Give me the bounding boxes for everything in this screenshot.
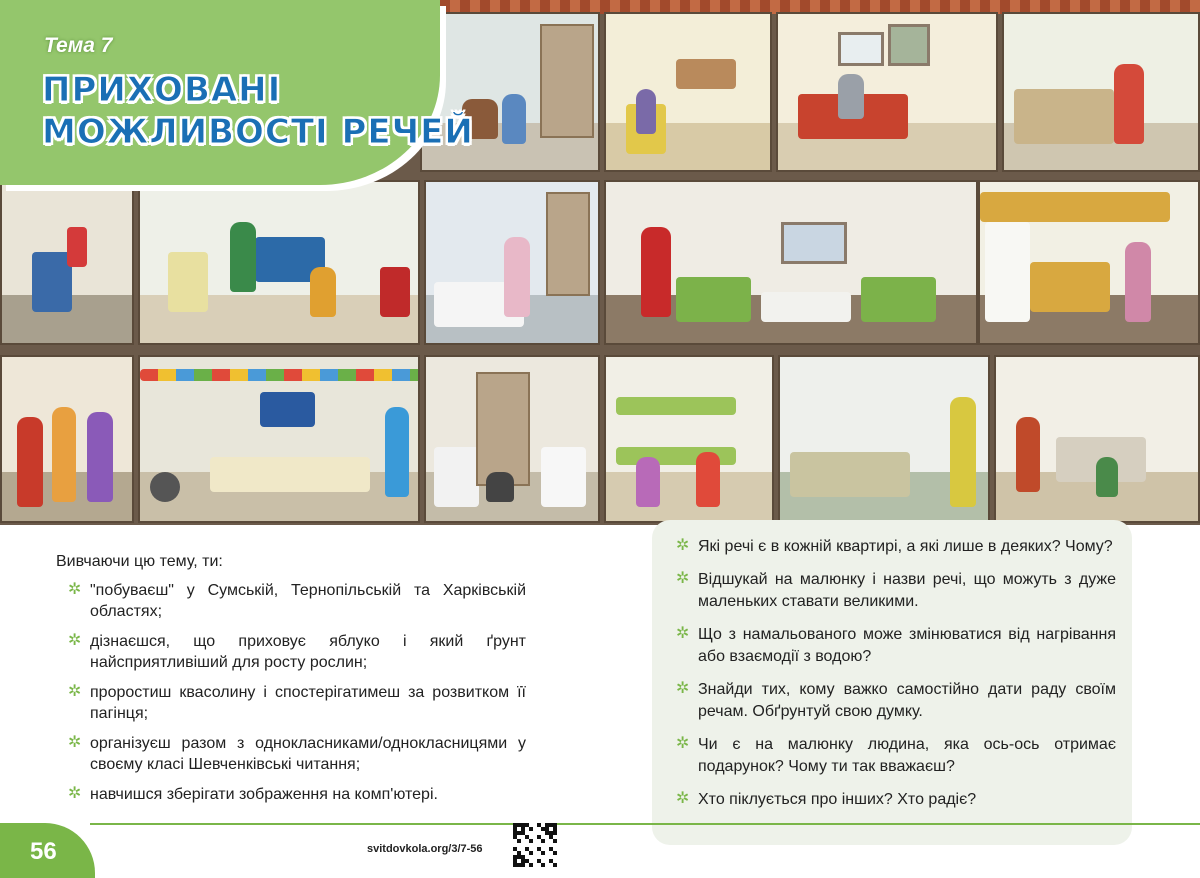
sun-bullet-icon: ✲ [68, 734, 82, 751]
room-kids-computer [138, 180, 420, 345]
list-item [68, 580, 526, 622]
room-family-living [604, 180, 978, 345]
footer-divider [90, 823, 1200, 825]
list-item [68, 784, 526, 805]
list-item [68, 733, 526, 775]
sun-bullet-icon: ✲ [68, 632, 82, 649]
room-kitchen-grandma [1002, 12, 1200, 172]
room-laundry-cats [424, 355, 600, 523]
room-kitchen-cooking [978, 180, 1200, 345]
room-bath-foam [424, 180, 600, 345]
question-text: Чи є на малюнку людина, яка ось-ось отримає подарунок? Чому ти так вважаєш? [698, 736, 1116, 775]
room-sick-bedroom [778, 355, 990, 523]
room-girl-bedroom [604, 12, 772, 172]
question-text: Які речі є в кожній квартирі, а які лише в деяких? Чому? [698, 538, 1113, 555]
room-hallway-guests [0, 355, 134, 523]
list-item-text: навчишся зберігати зображення на комп'ютері. [90, 786, 438, 803]
list-item-text: "побуваєш" у Сумській, Тернопільській та Харківській областях; [90, 582, 526, 620]
resource-url[interactable]: svitdovkola.org/3/7-56 [367, 843, 483, 855]
room-kitchen-children [994, 355, 1200, 523]
question-text: Що з намальованого може змінюватися від нагрівання або взаємодії з водою? [698, 626, 1116, 665]
question-item [676, 569, 1116, 613]
list-item [68, 682, 526, 724]
room-hallway-stroller [0, 180, 134, 345]
sun-bullet-icon: ✲ [676, 570, 690, 587]
question-item [676, 536, 1116, 558]
list-item [68, 631, 526, 673]
list-item-text: організуєш разом з однокласниками/однокласницями у своєму класі Шевченківські читання; [90, 735, 526, 773]
sun-bullet-icon: ✲ [676, 790, 690, 807]
topic-title-line-2: МОЖЛИВОСТІ РЕЧЕЙ [42, 112, 474, 152]
room-party-dining [138, 355, 420, 523]
sun-bullet-icon: ✲ [676, 680, 690, 697]
topic-label: Тема 7 [44, 34, 113, 57]
room-living-grandpa [776, 12, 998, 172]
question-item [676, 789, 1116, 811]
page-number: 56 [30, 838, 57, 865]
questions-list [676, 536, 1116, 822]
sun-bullet-icon: ✲ [676, 735, 690, 752]
list-item-text: проростиш квасолину і спостерігатимеш за розвитком її пагінця; [90, 684, 526, 722]
sun-bullet-icon: ✲ [676, 537, 690, 554]
question-item [676, 734, 1116, 778]
room-bunk-beds [604, 355, 774, 523]
question-item [676, 624, 1116, 668]
topic-title-line-1: ПРИХОВАНІ [42, 70, 282, 110]
question-item [676, 679, 1116, 723]
sun-bullet-icon: ✲ [68, 785, 82, 802]
sun-bullet-icon: ✲ [68, 683, 82, 700]
learning-goals-list [68, 580, 526, 814]
sun-bullet-icon: ✲ [68, 581, 82, 598]
qr-code-icon[interactable] [513, 823, 557, 867]
question-text: Відшукай на малюнку і назви речі, що можуть з дуже маленьких ставати великими. [698, 571, 1116, 610]
question-text: Знайди тих, кому важко самостійно дати раду своїм речам. Обґрунтуй свою думку. [698, 681, 1116, 720]
intro-lead: Вивчаючи цю тему, ти: [56, 553, 223, 570]
sun-bullet-icon: ✲ [676, 625, 690, 642]
question-text: Хто піклується про інших? Хто радіє? [698, 791, 977, 808]
list-item-text: дізнаєшся, що приховує яблуко і який ґрунт найсприятливіший для росту рослин; [90, 633, 526, 671]
